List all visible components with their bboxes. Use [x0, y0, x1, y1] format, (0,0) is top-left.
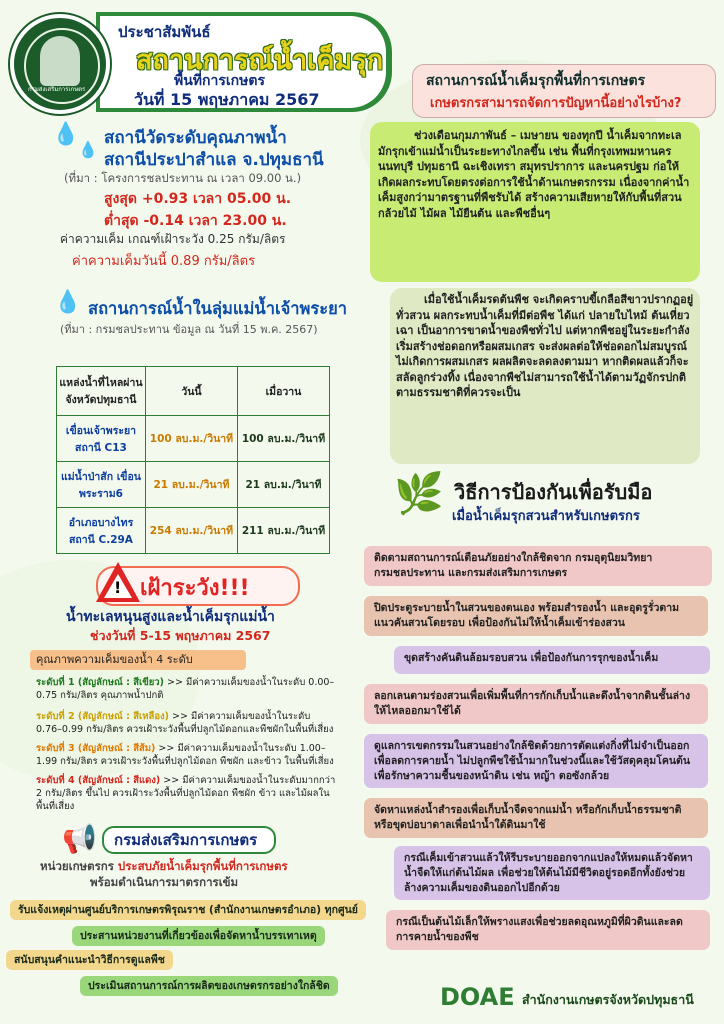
level-3: [36, 742, 336, 768]
station-min: ต่ำสุด -0.14 เวลา 23.00 น.: [104, 213, 287, 229]
agri-para2: เมื่อใช้น้ำเค็มรดต้นพืช จะเกิดคราบขี้เกลือสีขาวปรากฏอยู่ทั่วสวน ผลกระทบน้ำเค็มที่มีต่อพืช ได้แก่ ปลายใบไหม้ ต้นเหี่ยวเฉา เป็นอาการขาดน้ำของพืชทั่วไป แต่หากพืชอยู่ในระยะกำลังเริ่มสร้างช่อดอกหรือผสมเกสร จะส่งผลต่อให้ช่อดอกไม่สมบูรณ์ ไม่เกิดการผสมเกสร ผลผลิตจะลดลงตามมา หากติดผลแล้วก็จะสลัดลูกร่วงทิ้ง เนื่องจากพืชไม่สามารถใช้น้ำได้ตามวัฏจักรปกติตามธรรมชาติที่ควรจะเป็น: [396, 293, 694, 399]
table-header: วันนี้: [145, 367, 237, 416]
table-cell: แม่น้ำป่าสัก เขื่อนพระราม6: [57, 462, 146, 508]
warning-title: เฝ้าระวัง!!!: [140, 576, 250, 601]
doae-unit-prefix: หน่วยเกษตรกร: [40, 859, 114, 873]
basin-table: [56, 366, 330, 554]
table-cell: 100 ลบ.ม./วินาที: [237, 416, 329, 462]
plant-leaf-icon: 🌿: [394, 471, 444, 517]
doae-seal-logo: [10, 14, 110, 114]
table-cell: 21 ลบ.ม./วินาที: [145, 462, 237, 508]
warning-sub: น้ำทะเลหนุนสูงและน้ำเค็มรุกแม่น้ำ: [66, 609, 275, 625]
doae-title: กรมส่งเสริมการเกษตร: [114, 831, 258, 849]
header-line1: ประชาสัมพันธ์: [118, 23, 211, 41]
level-text: >> มีค่าความเค็มของน้ำในระดับ 1.00–1.99 กรัม/ลิตร ควรเฝ้าระวังพื้นที่ปลูกไม้ดอก พืชผัก และข้าว ในพื้นที่เสี่ยง: [36, 743, 334, 767]
level-text: >> มีค่าความเค็มของน้ำในระดับ 0.00–0.75 กรัม/ลิตร คุณภาพน้ำปกติ: [36, 677, 335, 701]
exclamation-icon: !: [114, 578, 122, 597]
prevent-item: ปิดประตูระบายน้ำในสวนของตนเอง พร้อมสำรองน้ำ และอุดรูรั่วตามแนวคันสวนโดยรอบ เพื่อป้องกันไม่ให้น้ำเค็มเข้าร่องสวน: [364, 596, 708, 636]
prevent-sub: เมื่อน้ำเค็มรุกสวนสำหรับเกษตรกร: [452, 509, 640, 524]
level-2: [36, 710, 336, 736]
level-head: ระดับที่ 4 (สัญลักษณ์ : สีแดง): [36, 775, 161, 786]
water-drop-icon: 💧: [52, 122, 80, 147]
table-header: แหล่งน้ำที่ไหลผ่านจังหวัดปทุมธานี: [57, 367, 146, 416]
prevent-item: ติดตามสถานการณ์เตือนภัยอย่างใกล้ชิดจาก กรมอุตุนิยมวิทยา กรมชลประทาน และกรมส่งเสริมการเกษตร: [364, 546, 712, 586]
warning-period: ช่วงวันที่ 5-15 พฤษภาคม 2567: [90, 628, 271, 643]
table-cell: อำเภอบางไทร สถานี C.29A: [57, 508, 146, 554]
station-threshold: ค่าความเค็ม เกณฑ์เฝ้าระวัง 0.25 กรัม/ลิตร: [60, 232, 286, 246]
level-4: [36, 774, 336, 813]
agri-question: เกษตรกรสามารถจัดการปัญหานี้อย่างไรบ้าง?: [430, 96, 682, 111]
level-1: [36, 676, 336, 702]
table-cell: เขื่อนเจ้าพระยา สถานี C13: [57, 416, 146, 462]
table-cell: 21 ลบ.ม./วินาที: [237, 462, 329, 508]
header-area: พื้นที่การเกษตร: [174, 73, 265, 89]
basin-title: สถานการณ์น้ำในลุ่มแม่น้ำเจ้าพระยา: [88, 299, 348, 318]
agri-title: สถานการณ์น้ำเค็มรุกพื้นที่การเกษตร: [426, 73, 646, 89]
measure-item: สนับสนุนคำแนะนำวิธีการดูแลพืช: [6, 950, 173, 970]
station-today: ค่าความเค็มวันนี้ 0.89 กรัม/ลิตร: [72, 254, 256, 269]
doae-unit-sub: พร้อมดำเนินการมาตรการเข้ม: [90, 875, 239, 889]
basin-source: (ที่มา : กรมชลประทาน ข้อมูล ณ วันที่ 15 พ.ค. 2567): [60, 323, 318, 336]
quality-label: คุณภาพความเค็มของน้ำ 4 ระดับ: [30, 650, 246, 670]
level-head: ระดับที่ 2 (สัญลักษณ์ : สีเหลือง): [36, 711, 170, 722]
prevent-item: ลอกเลนตามร่องสวนเพื่อเพิ่มพื้นที่การกักเก็บน้ำและดึงน้ำจากดินชั้นล่างให้ไหลออกมาใช้ได้: [364, 684, 708, 724]
prevent-item: กรณีเค็มเข้าสวนแล้วให้รีบระบายออกจากแปลงให้หมดแล้วจัดหาน้ำจืดให้แก่ต้นไม้ผล เพื่อช่วยให้ต้นไม้มีชีวิตอยู่รอดอีกทั้งยังช่วยล้างความเค็มของดินออกไปอีกด้วย: [394, 846, 710, 900]
prevent-item: จัดหาแหล่งน้ำสำรองเพื่อเก็บน้ำจืดจากแม่น้ำ หรือกักเก็บน้ำธรรมชาติหรือขุดบ่อบาดาลเพื่อนำน้ำใต้ดินมาใช้: [364, 798, 708, 838]
station-max: สูงสุด +0.93 เวลา 05.00 น.: [104, 191, 292, 207]
footer-office: สำนักงานเกษตรจังหวัดปทุมธานี: [522, 992, 694, 1007]
station-title2: สถานีประปาสำแล จ.ปทุมธานี: [104, 150, 324, 170]
table-header: เมื่อวาน: [237, 367, 329, 416]
header-date: วันที่ 15 พฤษภาคม 2567: [134, 90, 320, 109]
measure-item: รับแจ้งเหตุผ่านศูนย์บริการเกษตรพิรุณราช (สำนักงานเกษตรอำเภอ) ทุกศูนย์: [10, 900, 366, 920]
page-title: สถานการณ์น้ำเค็มรุก: [136, 45, 384, 76]
level-text: >> มีค่าความเค็มของน้ำในระดับ 0.76–0.99 กรัม/ลิตร ควรเฝ้าระวังพื้นที่ปลูกไม้ดอกและพืชผักในพื้นที่เสี่ยง: [36, 711, 334, 735]
table-cell: 211 ลบ.ม./วินาที: [237, 508, 329, 554]
seal-text: กรมส่งเสริมการเกษตร: [28, 86, 86, 93]
prevent-item: ดูแลการเขตกรรมในสวนอย่างใกล้ชิดด้วยการตัดแต่งกิ่งที่ไม่จำเป็นออก เพื่อลดการคายน้ำ ไม่ปลูกพืชใช้น้ำมากในช่วงนี้และใช้วัสดุคลุมโคนต้น เพื่อรักษาความชื้นของหน้าดิน เช่น หญ้า ตอซังกล้วย: [364, 734, 708, 788]
water-drop-icon: 💧: [78, 140, 98, 159]
station-source: (ที่มา : โครงการชลประทาน ณ เวลา 09.00 น.): [64, 171, 302, 185]
doae-footer-logo: DOAE: [440, 983, 515, 1011]
level-text: >> มีค่าความเค็มของน้ำในระดับมากกว่า 2 กรัม/ลิตร ขึ้นไป ควรเฝ้าระวังพื้นที่ปลูกไม้ดอก พืชผัก ข้าว และไม้ผลในพื้นที่เสี่ยง: [36, 775, 336, 812]
prevent-item: ขุดสร้างคันดินล้อมรอบสวน เพื่อป้องกันการรุกของน้ำเค็ม: [394, 646, 710, 674]
level-head: ระดับที่ 1 (สัญลักษณ์ : สีเขียว): [36, 677, 164, 688]
doae-unit-highlight: ประสบภัยน้ำเค็มรุกพื้นที่การเกษตร: [117, 859, 288, 873]
agri-para1: ช่วงเดือนกุมภาพันธ์ – เมษายน ของทุกปี น้ำเค็มจากทะเลมักรุกเข้าแม่น้ำเป็นระยะทางไกลขึ้น เช่น พื้นที่กรุงเทพมหานคร นนทบุรี ปทุมธานี ฉะเชิงเทรา สมุทรปราการ และนครปฐม ก่อให้เกิดผลกระทบโดยตรงต่อการใช้น้ำด้านเกษตรกรรม เนื่องจากค่าน้ำเค็มสูงกว่ามาตรฐานที่พืชรับได้ สร้างความเสียหายให้กับพื้นที่สวนกล้วยไม้ ไม้ผล ไม้ยืนต้น และพืชอื่นๆ: [378, 129, 690, 220]
table-cell: 254 ลบ.ม./วินาที: [145, 508, 237, 554]
level-head: ระดับที่ 3 (สัญลักษณ์ : สีส้ม): [36, 743, 156, 754]
prevent-item: กรณีเป็นต้นไม้เล็กให้พรางแสงเพื่อช่วยลดอุณหภูมิที่ผิวดินและลดการคายน้ำของพืช: [386, 910, 710, 950]
station-title1: สถานีวัดระดับคุณภาพน้ำ: [104, 128, 287, 148]
prevent-title: วิธีการป้องกันเพื่อรับมือ: [454, 480, 653, 504]
water-drop-icon: 💧: [54, 290, 82, 315]
measure-item: ประเมินสถานการณ์การผลิตของเกษตรกรอย่างใกล้ชิด: [80, 976, 338, 996]
measure-item: ประสานหน่วยงานที่เกี่ยวข้องเพื่อจัดหาน้ำบรรเทาเหตุ: [72, 926, 325, 946]
megaphone-icon: 📢: [62, 822, 97, 855]
table-cell: 100 ลบ.ม./วินาที: [145, 416, 237, 462]
